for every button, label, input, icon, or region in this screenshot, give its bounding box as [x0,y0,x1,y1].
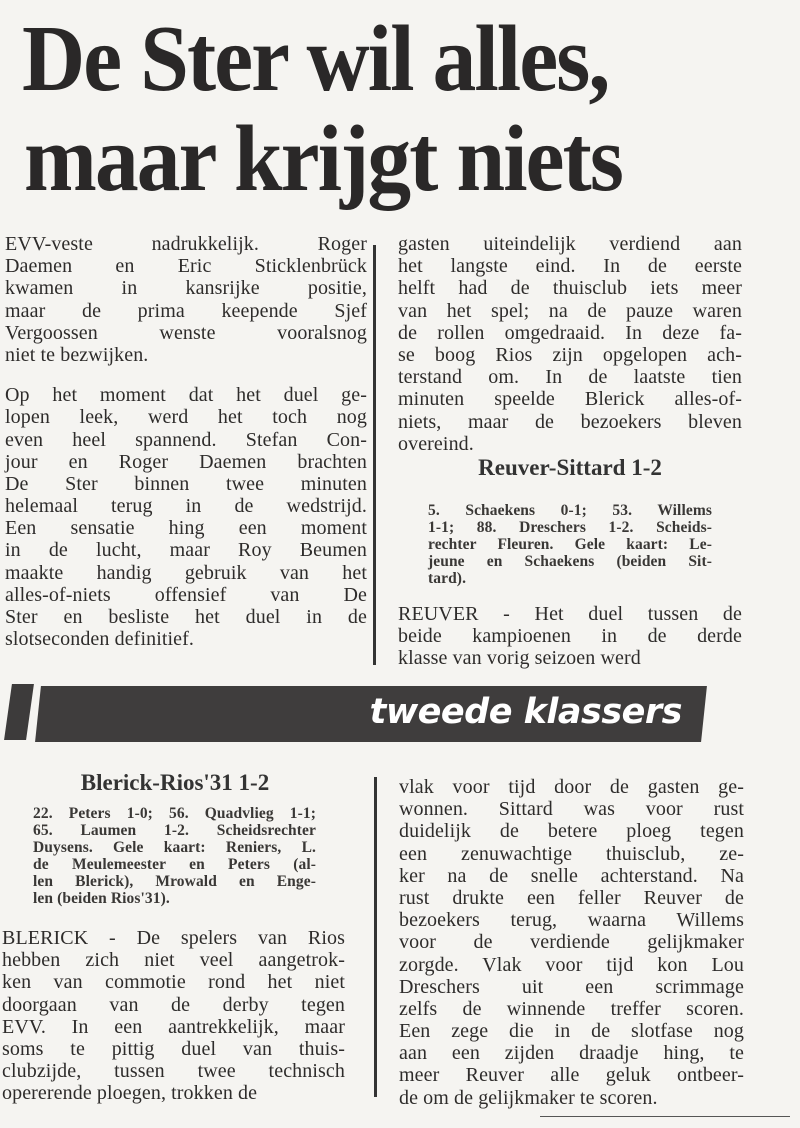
text-line: EVV. In een aantrekkelijk, maar [2,1015,345,1038]
article-intro-reuver [398,603,742,670]
text-line: doorgaan van de derby tegen [2,993,345,1016]
article-column-bottom-right [399,776,744,1109]
headline-line-1: De Ster wil alles, [22,7,609,111]
text-line: rechter Fleuren. Gele kaart: Le- [428,536,712,553]
text-line: aan een zijden draadje hing, te [399,1042,744,1065]
text-line: overeind. [398,432,474,455]
text-line: Ster en besliste het duel in de [5,606,367,628]
text-line: Op het moment dat het duel ge- [5,384,367,407]
text-line: helft had de thuisclub iets meer [398,277,742,300]
article-column-top-right [398,233,742,455]
text-line: EVV-veste nadrukkelijk. Roger [5,233,367,255]
text-line: bezoekers terug, waarna Willems [399,909,744,932]
text-line: minuten speelde Blerick alles-of- [398,388,742,411]
match-title-reuver-sittard: Reuver-Sittard 1-2 [478,455,662,480]
text-line: even heel spannend. Stefan Con- [5,428,367,451]
text-line: Vergoossen wenste vooralsnog [5,321,367,344]
text-line: 1-1; 88. Dreschers 1-2. Scheids- [428,519,712,536]
text-line: BLERICK - De spelers van Rios [2,927,345,949]
text-line: hebben zich niet veel aangetrok- [2,949,345,972]
text-line: tard). [428,570,467,587]
text-line: slotseconden definitief. [5,628,195,651]
text-line: soms te pittig duel van thuis- [2,1037,345,1060]
match-details-blerick-rios [33,805,316,907]
text-line: duidelijk de betere ploeg tegen [399,820,744,843]
text-line: van het spel; na de pauze waren [398,299,742,322]
text-line: Daemen en Eric Sticklenbrück [5,255,367,278]
text-line: len Blerick), Mrowald en Enge- [33,873,316,890]
article-intro-blerick [2,927,345,1105]
text-line: Een zege die in de slotfase nog [399,1020,744,1043]
article-column-top-left [5,233,367,650]
text-line: zelfs de winnende treffer scoren. [399,997,744,1020]
text-line: rust drukte een feller Reuver de [399,886,744,909]
text-line: jeune en Schaekens (beiden Sit- [428,553,712,570]
text-line: zorgde. Vlak voor tijd kon Lou [399,953,744,976]
text-line: clubzijde, tussen twee technisch [2,1060,345,1083]
text-line: het langste eind. In de eerste [398,255,742,278]
banner-accent-bar [4,684,34,740]
text-line: maar de prima keepende Sjef [5,299,367,322]
text-line: Een sensatie hing een moment [5,517,367,540]
text-line: kwamen in kansrijke positie, [5,277,367,300]
match-details-reuver-sittard [428,502,712,587]
text-line: terstand om. In de laatste tien [398,366,742,389]
text-line: klasse van vorig seizoen werd [398,647,641,670]
text-line: wonnen. Sittard was voor rust [399,798,744,821]
text-line: de rollen omgedraaid. In deze fa- [398,321,742,344]
text-line: alles-of-niets offensief van De [5,583,367,606]
text-line: 22. Peters 1-0; 56. Quadvlieg 1-1; [33,805,316,822]
column-divider [374,777,377,1097]
text-line: een zenuwachtige thuisclub, ze- [399,842,744,865]
text-line: lopen leek, werd het toch nog [5,406,367,429]
text-line: niet te bezwijken. [5,343,149,366]
text-line: meer Reuver alle geluk ontbeer- [399,1064,744,1087]
text-line: se boog Rios zijn opgelopen ach- [398,343,742,366]
text-line: ken van commotie rond het niet [2,971,345,994]
text-line: REUVER - Het duel tussen de [398,603,742,625]
text-line: beide kampioenen in de derde [398,625,742,648]
match-title-blerick-rios: Blerick-Rios'31 1-2 [80,770,270,795]
headline-line-2: maar krijgt niets [24,107,623,211]
text-line: maakte handig gebruik van het [5,561,367,584]
end-rule [540,1116,790,1117]
text-line: ker na de snelle achterstand. Na [399,864,744,887]
text-line: in de lucht, maar Roy Beumen [5,539,367,562]
text-line: len (beiden Rios'31). [33,890,170,907]
text-line: de Meulemeester en Peters (al- [33,856,316,873]
text-line: 5. Schaekens 0-1; 53. Willems [428,502,712,519]
text-line: de om de gelijkmaker te scoren. [399,1086,658,1109]
section-banner-title: tweede klassers [369,692,682,732]
text-line: opererende ploegen, trokken de [2,1082,258,1105]
text-line: helemaal terug in de wedstrijd. [5,495,367,518]
text-line: jour en Roger Daemen brachten [5,450,367,473]
text-line: Duysens. Gele kaart: Reniers, L. [33,839,316,856]
column-divider [373,245,376,665]
text-line: voor de verdiende gelijkmaker [399,931,744,954]
text-line: niets, maar de bezoekers bleven [398,410,742,433]
text-line: 65. Laumen 1-2. Scheidsrechter [33,822,316,839]
text-line: Dreschers uit een scrimmage [399,975,744,998]
text-line: vlak voor tijd door de gasten ge- [399,776,744,798]
text-line: De Ster binnen twee minuten [5,472,367,495]
text-line: gasten uiteindelijk verdiend aan [398,233,742,255]
